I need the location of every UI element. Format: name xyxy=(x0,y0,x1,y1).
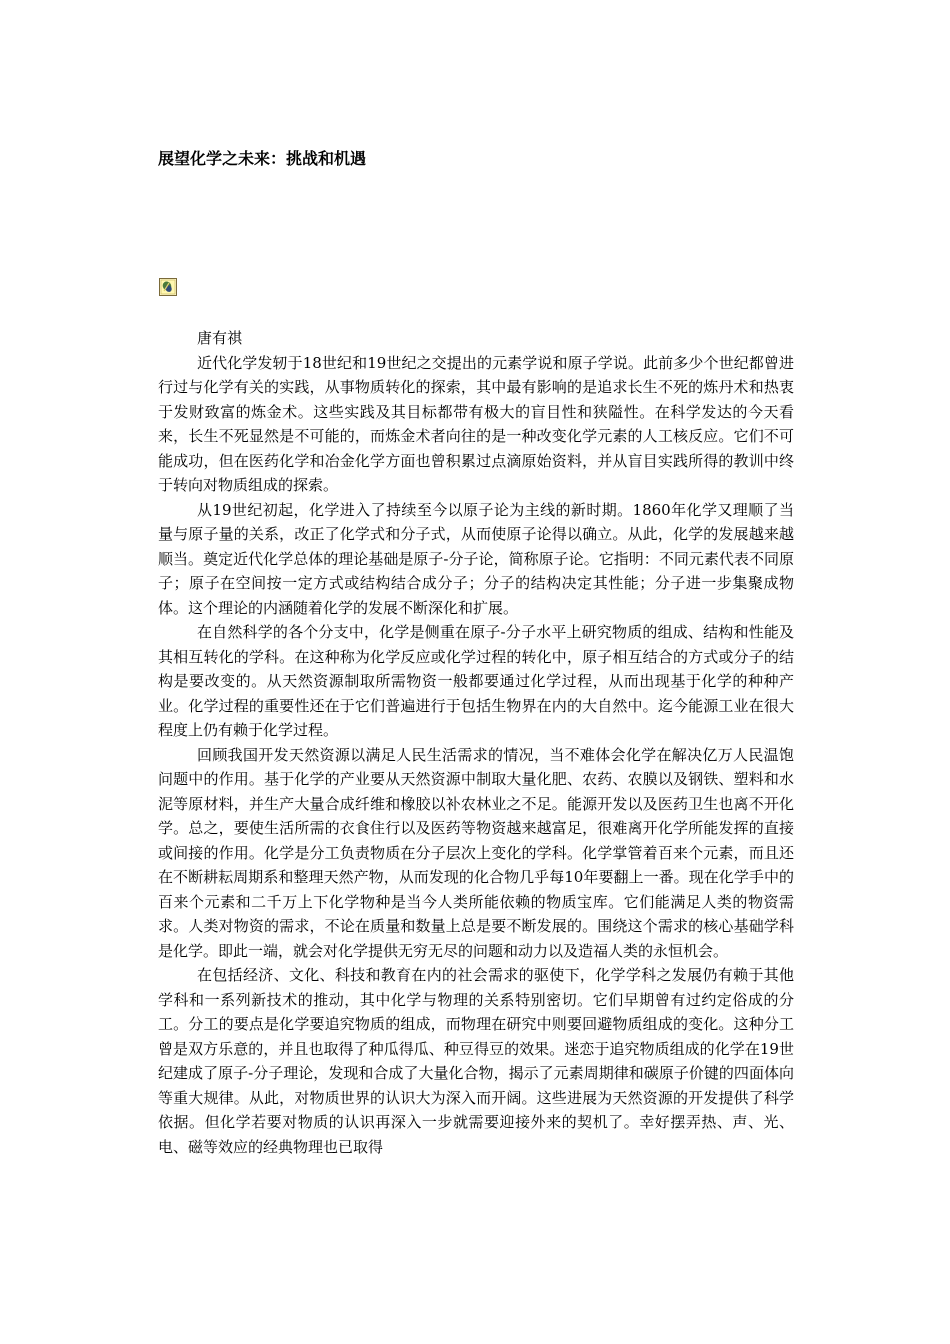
document-body xyxy=(158,326,794,1159)
paragraph-1: 近代化学发轫于18世纪和19世纪之交提出的元素学说和原子学说。此前多少个世纪都曾进行过与化学有关的实践，从事物质转化的探索，其中最有影响的是追求长生不死的炼丹术和热衷于发财致富的炼金术。这些实践及其目标都带有极大的盲目性和狭隘性。在科学发达的今天看来，长生不死显然是不可能的，而炼金术者向往的是一种改变化学元素的人工核反应。它们不可能成功，但在医药化学和冶金化学方面也曾积累过点滴原始资料，并从盲目实践所得的教训中终于转向对物质组成的探索。 xyxy=(158,353,794,494)
paragraph-2: 从19世纪初起，化学进入了持续至今以原子论为主线的新时期。1860年化学又理顺了当量与原子量的关系，改正了化学式和分子式，从而使原子论得以确立。从此，化学的发展越来越顺当。奠定近代化学总体的理论基础是原子-分子论，简称原子论。它指明：不同元素代表不同原子；原子在空间按一定方式或结构结合成分子；分子的结构决定其性能；分子进一步集聚成物体。这个理论的内涵随着化学的发展不断深化和扩展。 xyxy=(158,500,794,617)
document-title: 展望化学之未来：挑战和机遇 xyxy=(158,149,367,168)
author-name: 唐有祺 xyxy=(197,329,243,347)
paragraph-5: 在包括经济、文化、科技和教育在内的社会需求的驱使下，化学学科之发展仍有赖于其他学科和一系列新技术的推动，其中化学与物理的关系特别密切。它们早期曾有过约定俗成的分工。分工的要点是化学要追究物质的组成，而物理在研究中则要回避物质组成的变化。这种分工曾是双方乐意的，并且也取得了种瓜得瓜、种豆得豆的效果。迷恋于追究物质组成的化学在19世纪建成了原子-分子理论，发现和合成了大量化合物，揭示了元素周期律和碳原子价键的四面体向等重大规律。从此，对物质世界的认识大为深入而开阔。这些进展为天然资源的开发提供了科学依据。但化学若要对物质的认识再深入一步就需要迎接外来的契机了。幸好摆弄热、声、光、电、磁等效应的经典物理也已取得 xyxy=(158,966,794,1156)
paragraph-3: 在自然科学的各个分支中，化学是侧重在原子-分子水平上研究物质的组成、结构和性能及其相互转化的学科。在这种称为化学反应或化学过程的转化中，原子相互结合的方式或分子的结构是要改变的。从天然资源制取所需物资一般都要通过化学过程，从而出现基于化学的种种产业。化学过程的重要性还在于它们普遍进行于包括生物界在内的大自然中。迄今能源工业在很大程度上仍有赖于化学过程。 xyxy=(158,623,794,739)
paragraph-4: 回顾我国开发天然资源以满足人民生活需求的情况，当不难体会化学在解决亿万人民温饱问题中的作用。基于化学的产业要从天然资源中制取大量化肥、农药、农膜以及钢铁、塑料和水泥等原材料，并生产大量合成纤维和橡胶以补农林业之不足。能源开发以及医药卫生也离不开化学。总之，要使生活所需的衣食住行以及医药等物资越来越富足，很难离开化学所能发挥的直接或间接的作用。化学是分工负责物质在分子层次上变化的学科。化学掌管着百来个元素，而且还在不断耕耘周期系和整理天然产物，从而发现的化合物几乎每10年要翻上一番。现在化学手中的百来个元素和二千万上下化学物种是当今人类所能依赖的物质宝库。它们能满足人类的物资需求。人类对物资的需求，不论在质量和数量上总是要不断发展的。围绕这个需求的核心基础学科是化学。即此一端，就会对化学提供无穷无尽的问题和动力以及造福人类的永恒机会。 xyxy=(158,745,794,960)
document-image-icon xyxy=(159,278,177,296)
